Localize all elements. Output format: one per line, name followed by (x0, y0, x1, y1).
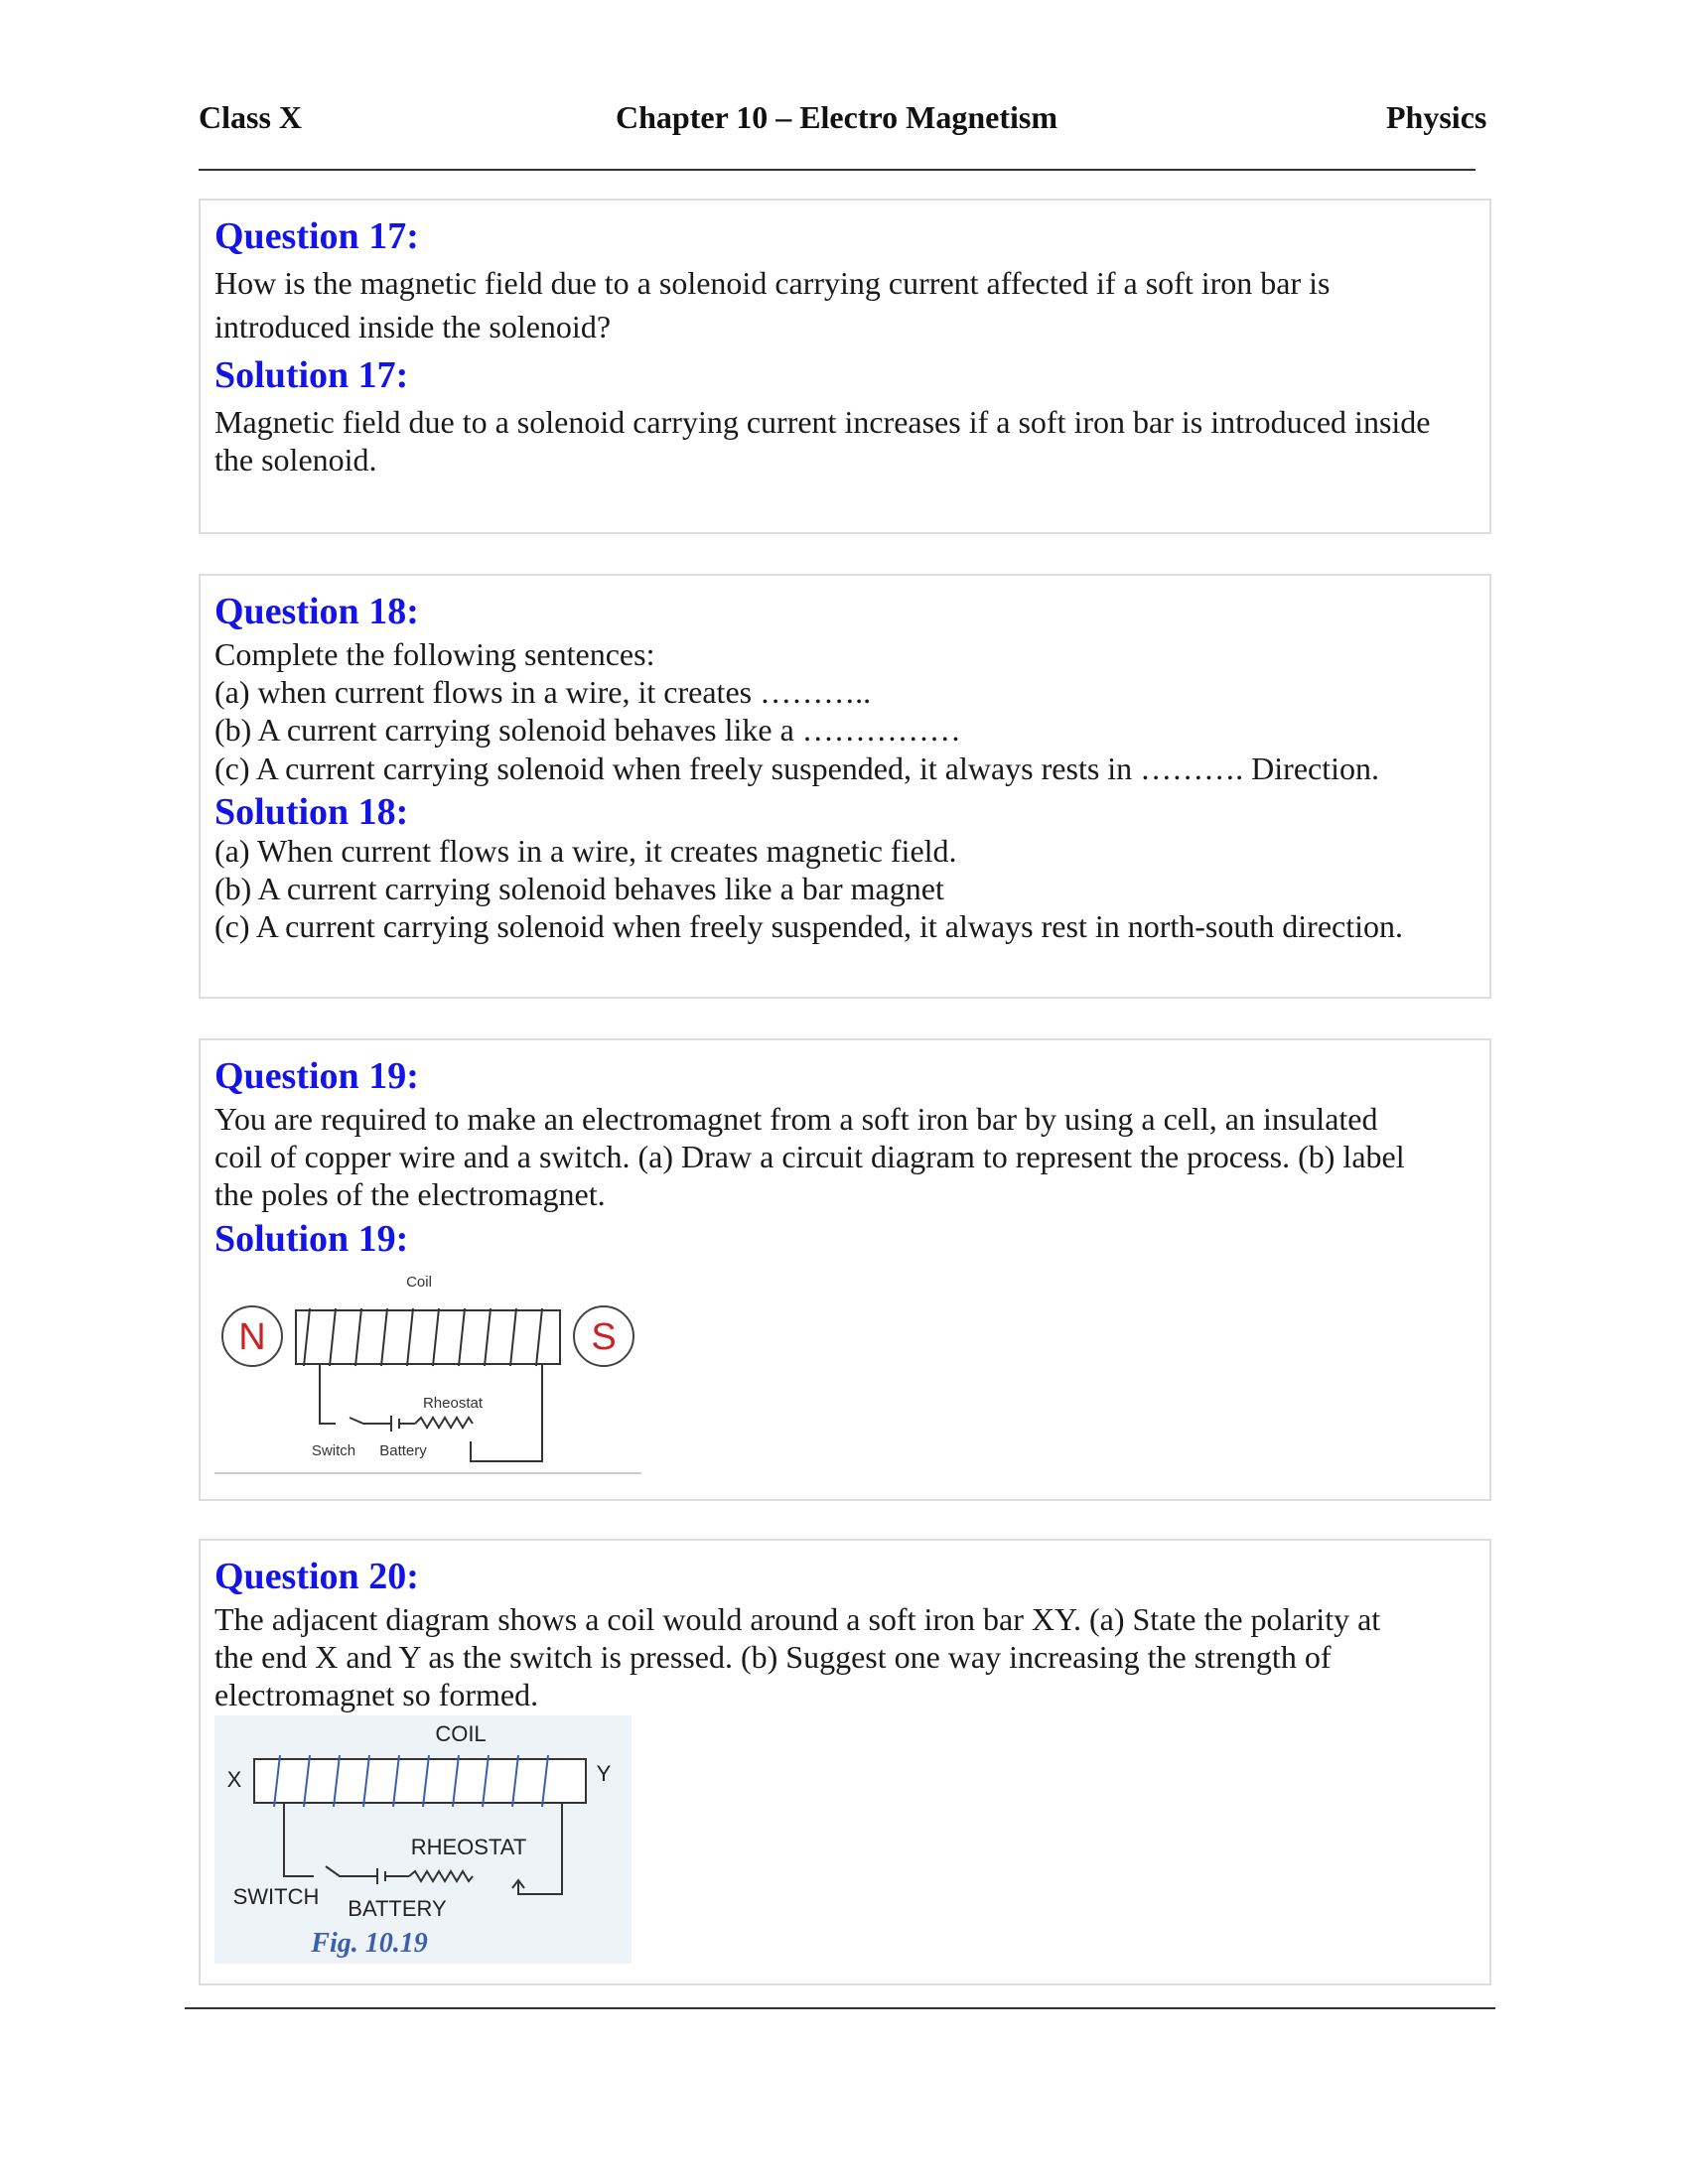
question-text-line: The adjacent diagram shows a coil would around a soft iron bar XY. (a) State the polarity at (214, 1601, 1381, 1637)
header-chapter: Chapter 10 – Electro Magnetism (616, 99, 1057, 135)
battery-label: Battery (379, 1442, 427, 1459)
solution-text-line: Magnetic field due to a solenoid carrying current increases if a soft iron bar is introduced inside (214, 404, 1431, 440)
question-text-line: introduced inside the solenoid? (214, 309, 612, 344)
question-card-20 (199, 1539, 1491, 1985)
footer-divider (185, 2007, 1495, 2009)
question-title: Question 20: (214, 1556, 419, 1597)
solution-text-line: (b) A current carrying solenoid behaves like a bar magnet (214, 871, 944, 906)
question-card-18 (199, 574, 1491, 999)
switch-label: SWITCH (232, 1884, 320, 1909)
question-title: Question 18: (214, 591, 419, 632)
switch-label: Switch (311, 1442, 356, 1459)
north-pole-label: N (238, 1316, 266, 1358)
rheostat-label: RHEOSTAT (410, 1835, 527, 1859)
solution-text-line: (c) A current carrying solenoid when freely suspended, it always rest in north-south direction. (214, 908, 1403, 944)
question-text-line: (a) when current flows in a wire, it creates ……….. (214, 674, 872, 710)
coil-label: COIL (435, 1721, 487, 1746)
solution-title: Solution 19: (214, 1218, 409, 1260)
question-text-line: How is the magnetic field due to a solenoid carrying current affected if a soft iron bar is (214, 265, 1331, 301)
rheostat-label: Rheostat (422, 1395, 484, 1412)
question-text-line: You are required to make an electromagnet from a soft iron bar by using a cell, an insulated (214, 1101, 1378, 1137)
south-pole-label: S (591, 1316, 617, 1358)
iron-bar-xy (254, 1759, 586, 1803)
question-card-19 (199, 1038, 1491, 1501)
question-text-line: electromagnet so formed. (214, 1677, 539, 1712)
question-text-line: (c) A current carrying solenoid when freely suspended, it always rests in ………. Direction. (214, 751, 1380, 786)
question-text-line: coil of copper wire and a switch. (a) Draw a circuit diagram to represent the process. (b) label (214, 1139, 1405, 1174)
question-text-line: the poles of the electromagnet. (214, 1176, 606, 1212)
solution-text-line: (a) When current flows in a wire, it creates magnetic field. (214, 833, 957, 869)
y-end-label: Y (596, 1761, 612, 1786)
coil-label: Coil (406, 1274, 432, 1291)
question-card-17 (199, 199, 1491, 534)
coil-circuit-figure (214, 1715, 632, 1964)
question-text-line: (b) A current carrying solenoid behaves like a …………… (214, 712, 961, 748)
question-title: Question 17: (214, 215, 419, 257)
header-class: Class X (199, 99, 303, 135)
solution-title: Solution 17: (214, 354, 409, 396)
solution-text-line: the solenoid. (214, 442, 377, 478)
header-subject: Physics (1386, 99, 1487, 135)
electromagnet-circuit-diagram (214, 1267, 641, 1475)
figure-caption: Fig. 10.19 (311, 1928, 428, 1959)
solution-title: Solution 18: (214, 791, 409, 833)
header-divider (199, 169, 1476, 171)
battery-label: BATTERY (348, 1896, 447, 1921)
x-end-label: X (226, 1767, 242, 1792)
question-title: Question 19: (214, 1055, 419, 1097)
question-text-line: the end X and Y as the switch is pressed. (b) Suggest one way increasing the strength of (214, 1639, 1332, 1675)
question-text-line: Complete the following sentences: (214, 636, 655, 672)
